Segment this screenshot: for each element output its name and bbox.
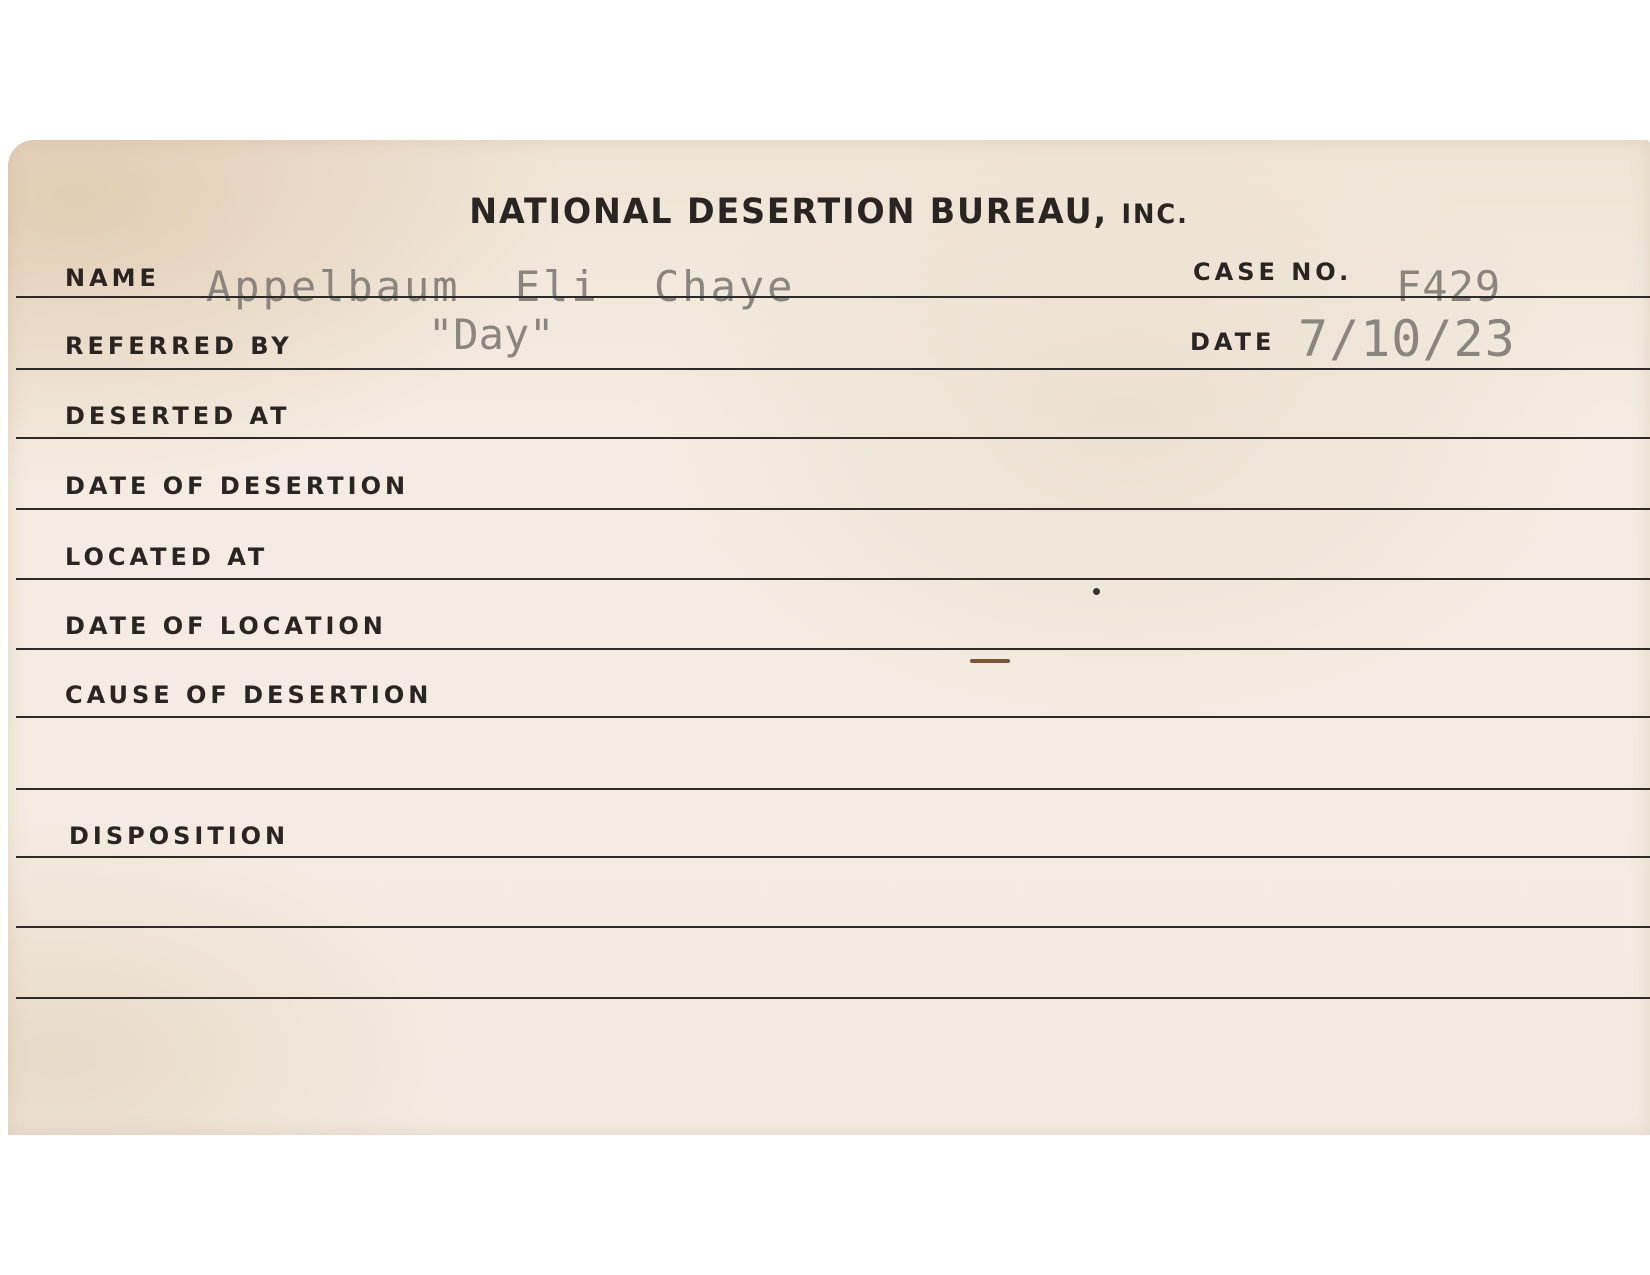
ink-speck (1093, 588, 1100, 595)
paper-fiber-mark (970, 659, 1010, 663)
disposition-rule-2 (16, 926, 1650, 928)
located-at-rule (16, 578, 1650, 580)
date-of-desertion-label: DATE OF DESERTION (65, 472, 410, 500)
date-of-location-label: DATE OF LOCATION (65, 612, 387, 640)
disposition-label: DISPOSITION (69, 822, 290, 850)
disposition-rule-3 (16, 997, 1650, 999)
located-at-label: LOCATED AT (65, 543, 269, 571)
case-no-label: CASE NO. (1193, 258, 1353, 286)
referred-rule (16, 368, 1650, 370)
cause-of-desertion-rule (16, 716, 1650, 718)
name-label: NAME (65, 264, 160, 292)
case-no-value: F429 (1396, 262, 1502, 311)
card-title-suffix: INC. (1121, 199, 1189, 230)
date-of-location-rule (16, 648, 1650, 650)
date-label: DATE (1190, 328, 1276, 356)
card-title-main: NATIONAL DESERTION BUREAU, (469, 192, 1109, 232)
name-rule (16, 296, 1650, 298)
cause-of-desertion-rule-2 (16, 788, 1650, 790)
date-value: 7/10/23 (1298, 310, 1516, 368)
cause-of-desertion-label: CAUSE OF DESERTION (65, 681, 433, 709)
deserted-at-label: DESERTED AT (65, 402, 291, 430)
date-of-desertion-rule (16, 508, 1650, 510)
disposition-rule (16, 856, 1650, 858)
name-value: Appelbaum Eli Chaye (206, 262, 796, 311)
deserted-at-rule (16, 437, 1650, 439)
index-card (8, 140, 1650, 1135)
referred-by-label: REFERRED BY (65, 332, 293, 360)
referred-by-value: "Day" (428, 310, 555, 359)
card-title (49, 192, 1609, 232)
